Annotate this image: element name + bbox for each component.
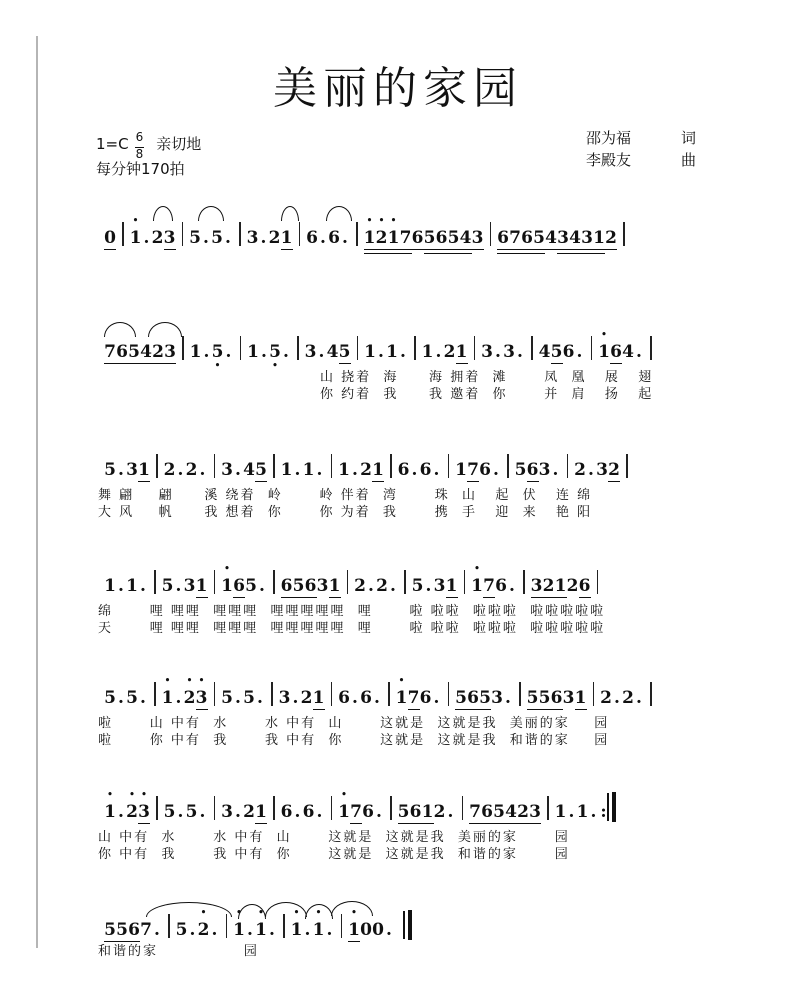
composer-name: 李殿友 <box>586 151 632 169</box>
lyrics-verse-1: 山 中有 水 水 中有 山 这就是 这就是我 美丽的家 园 <box>98 830 570 845</box>
lyrics-verse-1: 啦 山 中有 水 水 中有 山 这就是 这就是我 美丽的家 园 <box>98 716 610 731</box>
tempo-mark: 每分钟170拍 <box>96 160 185 178</box>
measure: • 1 . • 1 . <box>227 910 283 940</box>
measure: 1 . 2 1 <box>338 460 384 480</box>
measure: 3 . 4 5 <box>304 342 351 362</box>
measure: 6 5 6 3 1 <box>280 576 341 596</box>
measure: 2 . 3 2 <box>574 460 620 480</box>
measure: 3 . 2 1 <box>246 228 293 248</box>
measure: 6 . 6 . <box>338 688 380 708</box>
measure: 5 . 3 1 <box>411 576 458 596</box>
measure: 5 . • 2 . <box>170 910 226 940</box>
score-title: 美丽的家园 <box>273 63 523 114</box>
measure: 5 . 3 1 <box>161 576 208 596</box>
lyrics-verse-2: 啦 你 中有 我 我 中有 你 这就是 这就是我 和谐的家 园 <box>98 733 610 748</box>
measure: 4 5 6 . <box>538 342 583 362</box>
measure: 2 . 2 . <box>600 688 642 708</box>
final-barline <box>408 910 412 940</box>
key-label: 1=C <box>96 134 129 153</box>
measure: 5 6 1 2 . <box>397 802 454 822</box>
page-margin-line <box>36 36 38 948</box>
measure: 2 . 2 . <box>354 576 396 596</box>
measure: 1 7 6 . <box>455 460 499 480</box>
score-line-6 <box>98 782 728 862</box>
measure: 6 . 6 . <box>397 460 440 480</box>
measure: 1 . • 5 . <box>241 332 297 362</box>
measure: • 1 7 6 . <box>465 566 523 596</box>
measure: 2 . 2 . <box>163 460 206 480</box>
lyricist-role: 词 <box>680 129 696 147</box>
measure: 6 . 6 . <box>280 802 323 822</box>
measure: 3 . 2 1 <box>278 688 325 708</box>
time-signature <box>135 127 145 160</box>
measure: 5 . 5 . <box>189 228 231 248</box>
repeat-end-barline <box>612 792 616 822</box>
composer-role: 曲 <box>680 151 696 169</box>
measure: 1 . 1 . <box>364 342 406 362</box>
measure: 6 . 6 . <box>306 228 348 248</box>
measure: • 1 . • 2 • 3 <box>156 678 214 708</box>
measure: • 1 • 2 • 1 7 6 5 6 5 4 3 <box>358 218 490 248</box>
measure: 1 . 1 . : <box>549 792 622 822</box>
lyrics-verse-2: 天 哩 哩哩 哩哩哩 哩哩哩哩哩 哩 啦 啦啦 啦啦啦 啦啦啦啦啦 <box>98 621 606 636</box>
measure: 5 . 5 . <box>221 688 263 708</box>
measure: 0 <box>104 228 116 248</box>
measure: • 1 0 0 . <box>342 910 418 940</box>
score-line-3 <box>98 440 728 520</box>
measure: 3 2 1 2 6 <box>530 576 591 596</box>
lyrics-verse-1: 山 挠着 海 海 拥着 滩 凤 凰 展 翅 <box>320 370 654 385</box>
measure: 1 . 1 . <box>104 576 146 596</box>
composer <box>586 149 696 171</box>
measure: 7 6 5 4 2 3 <box>104 342 176 362</box>
measure: • 1 7 6 . <box>332 792 390 822</box>
credits <box>586 127 696 171</box>
measure: • 1 6 5 . <box>215 566 273 596</box>
measure: 3 . 2 1 <box>221 802 267 822</box>
lyricist-name: 邵为福 <box>586 129 632 147</box>
measure: • 1 6 4 . <box>592 332 650 362</box>
lyrics-verse-2: 你 约着 我 我 邀着 你 并 肩 扬 起 <box>320 387 654 402</box>
measure: 3 . 4 5 <box>221 460 267 480</box>
score-line-4 <box>98 556 728 636</box>
measure: 5 . 3 1 <box>104 460 150 480</box>
measure: 6 7 6 5 4 3 4 3 1 2 <box>497 228 617 248</box>
time-numerator: 6 <box>135 127 145 148</box>
score-line-2 <box>98 322 728 402</box>
measure: 5 . 5 . <box>104 688 146 708</box>
score-line-7 <box>98 900 458 959</box>
measure: 1 . 2 1 <box>421 342 468 362</box>
lyrics-verse-1: 绵 哩 哩哩 哩哩哩 哩哩哩哩哩 哩 啦 啦啦 啦啦啦 啦啦啦啦啦 <box>98 604 606 619</box>
measure: 1 . 1 . <box>280 460 323 480</box>
measure: 5 5 6 3 1 <box>526 688 587 708</box>
time-denominator: 8 <box>135 147 144 161</box>
key-signature <box>96 127 201 160</box>
measure: 5 6 5 3 . <box>455 688 511 708</box>
measure: 1 . • 5 . <box>184 332 240 362</box>
lyrics-verse-2: 大 风 帆 我 想着 你 你 为着 我 携 手 迎 来 艳 阳 <box>98 505 593 520</box>
measure: 7 6 5 4 2 3 <box>469 802 541 822</box>
lyrics-verse-2: 你 中有 我 我 中有 你 这就是 这就是我 和谐的家 园 <box>98 847 570 862</box>
measure: • 1 7 6 . <box>390 678 448 708</box>
lyrics-verse-1: 和谐的家 园 <box>98 944 259 959</box>
lyrics-verse-1: 舞 翩 翩 溪 绕着 岭 岭 伴着 湾 珠 山 起 伏 连 绵 <box>98 488 593 503</box>
measure: • 1 . • 1 . <box>285 910 341 940</box>
expression-mark: 亲切地 <box>156 135 202 153</box>
measure: • 1 . 2 3 <box>124 218 182 248</box>
measure: 3 . 3 . <box>481 342 523 362</box>
lyricist <box>586 127 696 149</box>
measure: • 1 . • 2 • 3 <box>98 792 156 822</box>
score-line-1 <box>98 208 728 248</box>
score-line-5 <box>98 668 728 748</box>
measure: 5 5 6 7 . <box>104 920 160 940</box>
measure: 5 . 5 . <box>163 802 206 822</box>
measure: 5 6 3 . <box>514 460 559 480</box>
